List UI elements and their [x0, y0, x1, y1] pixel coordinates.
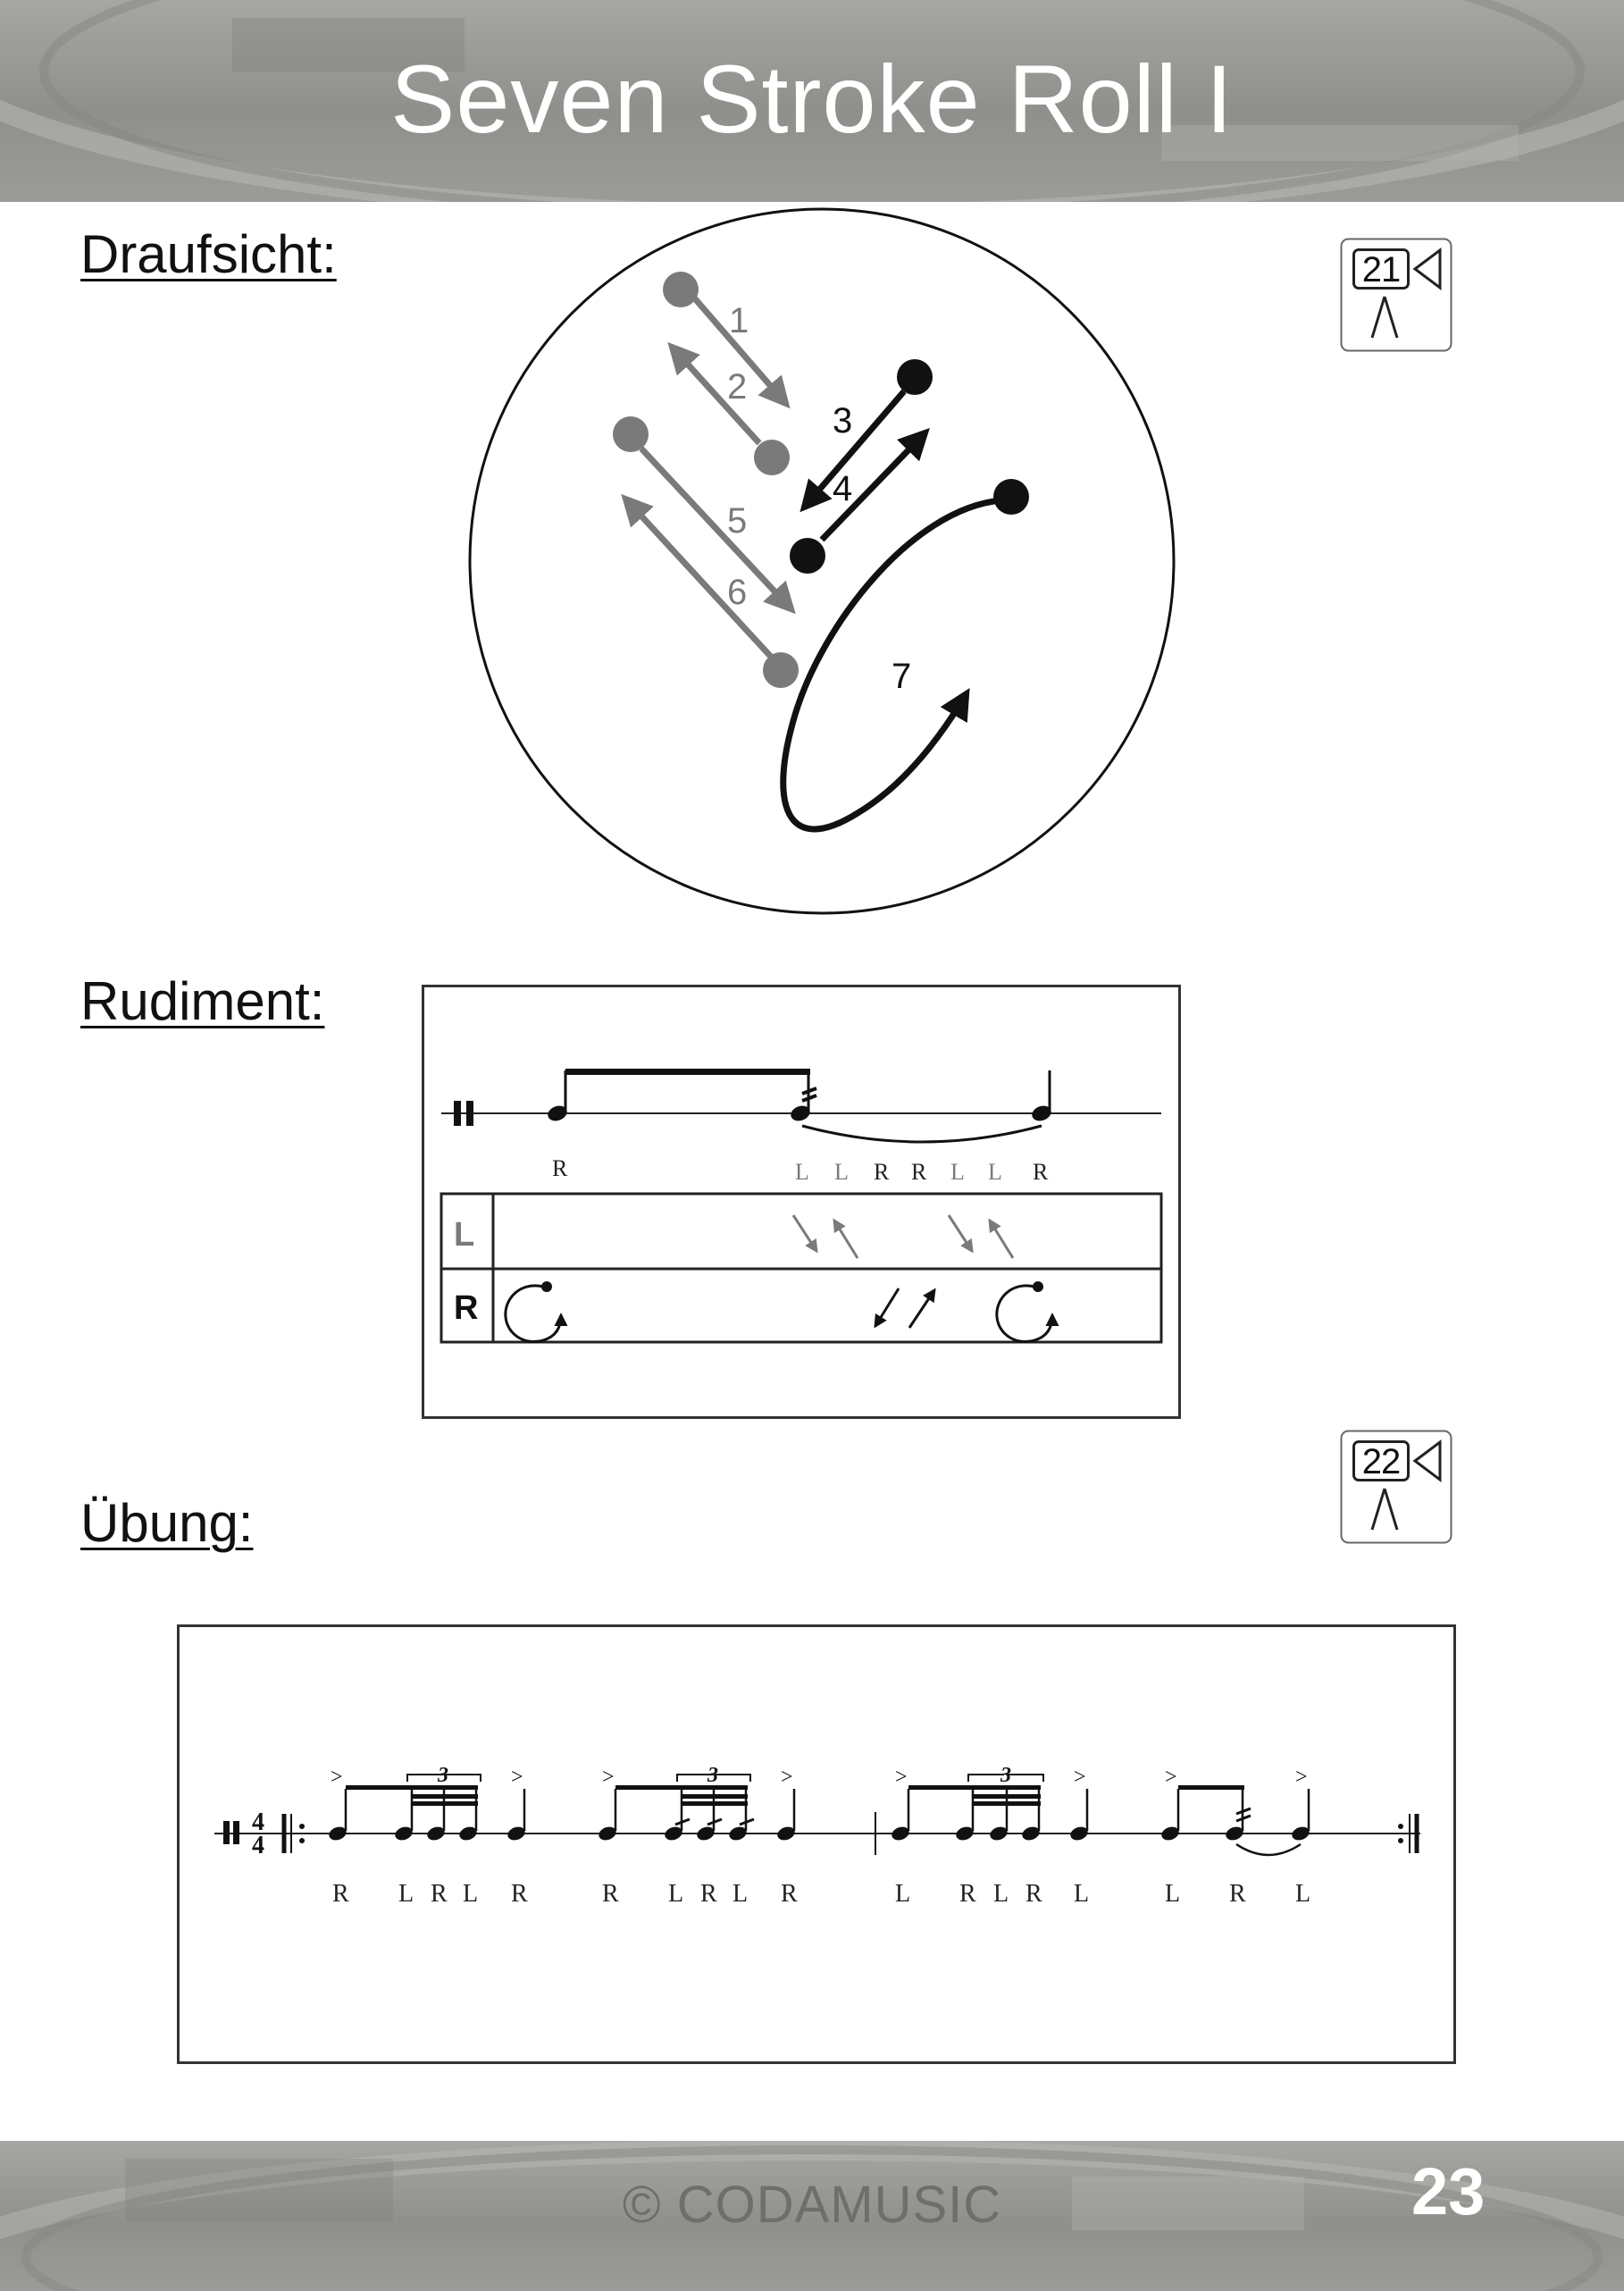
top-view-diagram	[0, 0, 1624, 938]
video-badge-22[interactable]	[1340, 1430, 1452, 1544]
accent-mark: >	[1295, 1766, 1308, 1789]
section-heading-top-view: Draufsicht:	[80, 224, 337, 284]
sticking-letter: R	[1033, 1159, 1049, 1185]
sticking-letter: L	[463, 1880, 479, 1908]
sticking-letter: L	[1165, 1880, 1181, 1908]
note-beam	[908, 1785, 1041, 1790]
accent-mark: >	[781, 1766, 793, 1789]
video-badge-number: 22	[1352, 1440, 1410, 1481]
time-signature-bottom: 4	[252, 1832, 264, 1859]
hand-row-left-label: L	[454, 1216, 475, 1254]
note-beam	[412, 1801, 478, 1806]
sticking-letter: L	[1074, 1880, 1090, 1908]
hand-row-right-label: R	[454, 1289, 479, 1327]
page-number: 23	[1411, 2154, 1486, 2228]
sticking-letter: R	[1229, 1880, 1246, 1908]
video-badge-number: 21	[1352, 248, 1410, 290]
exercise-notes	[327, 1775, 1311, 1855]
sticking-letter: L	[988, 1159, 1002, 1185]
tie	[802, 1126, 1042, 1142]
section-heading-exercise: Übung:	[80, 1493, 254, 1553]
time-signature-top: 4	[252, 1808, 264, 1836]
sticking-letter: R	[431, 1880, 448, 1908]
percussion-clef	[223, 1821, 230, 1844]
sticking-letter: L	[993, 1880, 1009, 1908]
accent-mark: >	[602, 1766, 615, 1789]
motion-arrow-down	[793, 1215, 816, 1251]
sticking-letter: L	[668, 1880, 684, 1908]
accent-mark: >	[331, 1766, 343, 1789]
note-beam	[346, 1785, 478, 1790]
stroke-number-7: 7	[892, 657, 912, 696]
note-beam	[973, 1794, 1041, 1799]
stroke-arrow-6	[625, 499, 772, 658]
sticking-letter: R	[552, 1155, 568, 1181]
stick-start-dot	[613, 416, 649, 452]
circular-stroke-icon	[506, 1286, 561, 1342]
note-beam	[1178, 1785, 1244, 1790]
sticking-letter: L	[398, 1880, 414, 1908]
accent-mark: >	[1074, 1766, 1086, 1789]
accent-mark: >	[511, 1766, 523, 1789]
tuplet-number: 3	[1000, 1764, 1011, 1787]
sticking-letter: L	[895, 1880, 911, 1908]
tuplet-number: 3	[438, 1764, 448, 1787]
section-heading-rudiment: Rudiment:	[80, 971, 325, 1031]
tie	[1236, 1844, 1301, 1855]
percussion-clef	[454, 1101, 461, 1126]
stroke-arrow-3	[804, 391, 904, 508]
stick-start-dot	[993, 479, 1029, 515]
stick-start-dot	[897, 359, 933, 395]
circular-stroke-icon	[997, 1286, 1052, 1342]
motion-arrow-down	[949, 1215, 972, 1251]
sticking-letter: L	[834, 1159, 849, 1185]
stroke-number-3: 3	[833, 401, 853, 441]
motion-arrow-up	[990, 1221, 1013, 1258]
sticking-letter: R	[781, 1880, 798, 1908]
motion-arrow-down	[875, 1288, 899, 1326]
sticking-letter: R	[1025, 1880, 1042, 1908]
exercise-notation	[177, 1624, 1456, 2064]
stroke-number-4: 4	[833, 469, 853, 508]
percussion-clef	[466, 1101, 473, 1126]
note-beam	[615, 1785, 748, 1790]
sticking-letter: L	[732, 1880, 749, 1908]
accent-mark: >	[1165, 1766, 1177, 1789]
copyright-text: © CODAMUSIC	[622, 2176, 1002, 2234]
stroke-number-6: 6	[727, 573, 748, 612]
sticking-letter: R	[700, 1880, 717, 1908]
motion-arrow-up	[834, 1221, 858, 1258]
roll-slash	[802, 1095, 816, 1101]
motion-arrow-up	[909, 1290, 934, 1328]
sticking-letter: R	[602, 1880, 619, 1908]
note-beam	[412, 1794, 478, 1799]
stroke-number-2: 2	[727, 367, 748, 407]
percussion-clef	[233, 1821, 239, 1844]
note-beam	[565, 1069, 810, 1075]
tuplet-number: 3	[707, 1764, 718, 1787]
roll-slash	[802, 1088, 816, 1094]
sticking-letter: R	[911, 1159, 927, 1185]
accent-mark: >	[895, 1766, 908, 1789]
page-title: Seven Stroke Roll I	[390, 45, 1234, 153]
sticking-letter: L	[950, 1159, 965, 1185]
sticking-letter: L	[795, 1159, 809, 1185]
sticking-letter: R	[511, 1880, 528, 1908]
sticking-letter: L	[1295, 1880, 1311, 1908]
stick-start-dot	[663, 272, 699, 307]
sticking-letter: R	[959, 1880, 976, 1908]
note-beam	[973, 1801, 1041, 1806]
sticking-letter: R	[332, 1880, 349, 1908]
stick-end-dot	[790, 538, 825, 574]
note-beam	[682, 1794, 748, 1799]
stick-end-dot	[754, 440, 790, 475]
stroke-number-1: 1	[729, 301, 749, 340]
sticking-letter: R	[874, 1159, 890, 1185]
rudiment-notation	[422, 985, 1181, 1419]
note-beam	[682, 1801, 748, 1806]
stroke-number-5: 5	[727, 501, 748, 541]
